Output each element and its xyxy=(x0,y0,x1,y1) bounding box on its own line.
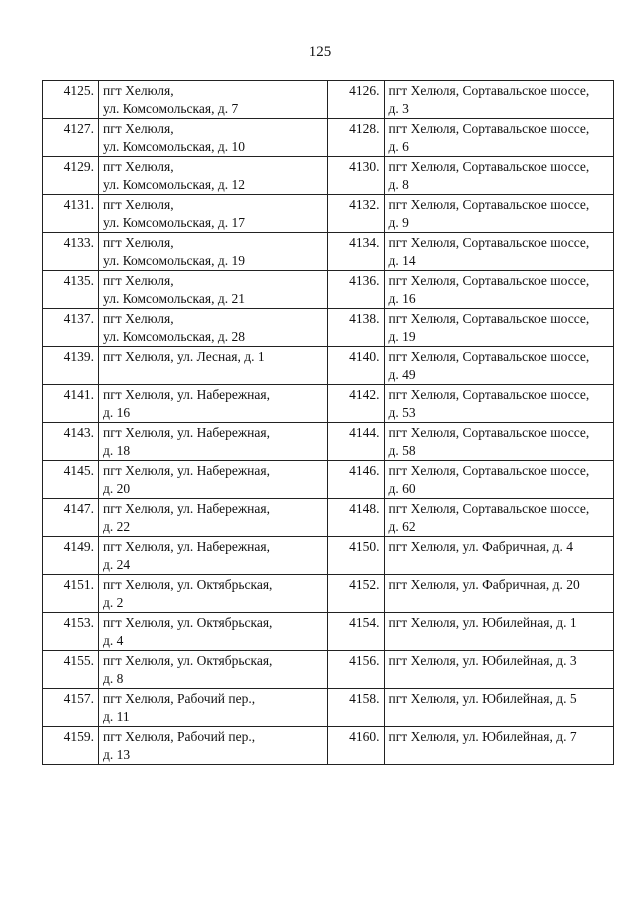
address-line-2: д. 49 xyxy=(388,367,416,382)
entry-number: 4136. xyxy=(328,271,384,309)
entry-number: 4157. xyxy=(43,689,99,727)
table-body xyxy=(43,81,614,765)
address-line-2: д. 20 xyxy=(103,481,131,496)
address-line-1: пгт Хелюля, ул. Лесная, д. 1 xyxy=(103,349,265,364)
entry-number: 4149. xyxy=(43,537,99,575)
address-line-1: пгт Хелюля, xyxy=(103,121,174,136)
entry-address xyxy=(384,537,613,575)
entry-address xyxy=(384,309,613,347)
address-line-2: д. 16 xyxy=(103,405,131,420)
address-registry-table xyxy=(42,80,614,765)
address-line-2: д. 8 xyxy=(103,671,124,686)
address-line-1: пгт Хелюля, ул. Набережная, xyxy=(103,425,270,440)
address-line-1: пгт Хелюля, Рабочий пер., xyxy=(103,729,256,744)
entry-number: 4126. xyxy=(328,81,384,119)
address-line-1: пгт Хелюля, Сортавальское шоссе, xyxy=(388,235,590,250)
table-row xyxy=(43,575,614,613)
table-row xyxy=(43,651,614,689)
table-row xyxy=(43,727,614,765)
entry-address xyxy=(384,613,613,651)
entry-number: 4131. xyxy=(43,195,99,233)
entry-address xyxy=(384,727,613,765)
table-row xyxy=(43,271,614,309)
address-line-1: пгт Хелюля, Сортавальское шоссе, xyxy=(388,159,590,174)
address-line-2: ул. Комсомольская, д. 12 xyxy=(103,177,245,192)
table-row xyxy=(43,461,614,499)
table-row xyxy=(43,195,614,233)
entry-number: 4140. xyxy=(328,347,384,385)
entry-address xyxy=(99,461,328,499)
address-line-2: д. 16 xyxy=(388,291,416,306)
address-line-1: пгт Хелюля, ул. Юбилейная, д. 1 xyxy=(388,615,577,630)
address-line-1: пгт Хелюля, xyxy=(103,159,174,174)
address-line-2: д. 58 xyxy=(388,443,416,458)
address-line-1: пгт Хелюля, xyxy=(103,235,174,250)
entry-number: 4146. xyxy=(328,461,384,499)
entry-number: 4153. xyxy=(43,613,99,651)
entry-number: 4152. xyxy=(328,575,384,613)
entry-address xyxy=(99,385,328,423)
address-line-1: пгт Хелюля, xyxy=(103,311,174,326)
address-line-2: ул. Комсомольская, д. 19 xyxy=(103,253,245,268)
address-line-2: ул. Комсомольская, д. 17 xyxy=(103,215,245,230)
entry-number: 4137. xyxy=(43,309,99,347)
address-line-2: д. 22 xyxy=(103,519,131,534)
entry-number: 4128. xyxy=(328,119,384,157)
address-line-1: пгт Хелюля, Сортавальское шоссе, xyxy=(388,197,590,212)
table-row xyxy=(43,689,614,727)
entry-address xyxy=(384,271,613,309)
entry-address xyxy=(99,309,328,347)
entry-address xyxy=(384,423,613,461)
entry-number: 4144. xyxy=(328,423,384,461)
address-line-1: пгт Хелюля, Сортавальское шоссе, xyxy=(388,349,590,364)
entry-address xyxy=(99,271,328,309)
table-row xyxy=(43,81,614,119)
entry-address xyxy=(99,157,328,195)
entry-number: 4132. xyxy=(328,195,384,233)
entry-address xyxy=(384,575,613,613)
address-line-2: д. 13 xyxy=(103,747,131,762)
entry-number: 4150. xyxy=(328,537,384,575)
address-line-2: д. 11 xyxy=(103,709,130,724)
address-line-2: д. 19 xyxy=(388,329,416,344)
entry-number: 4145. xyxy=(43,461,99,499)
table-row xyxy=(43,423,614,461)
address-line-2: д. 8 xyxy=(388,177,409,192)
entry-address xyxy=(99,613,328,651)
entry-number: 4134. xyxy=(328,233,384,271)
entry-address xyxy=(99,119,328,157)
address-line-2: д. 3 xyxy=(388,101,409,116)
entry-address xyxy=(99,651,328,689)
entry-number: 4158. xyxy=(328,689,384,727)
entry-address xyxy=(99,689,328,727)
address-line-1: пгт Хелюля, ул. Набережная, xyxy=(103,501,270,516)
address-line-2: д. 14 xyxy=(388,253,416,268)
entry-address xyxy=(384,347,613,385)
address-line-1: пгт Хелюля, ул. Набережная, xyxy=(103,387,270,402)
address-line-1: пгт Хелюля, ул. Набережная, xyxy=(103,463,270,478)
table-row xyxy=(43,309,614,347)
entry-number: 4141. xyxy=(43,385,99,423)
entry-address xyxy=(384,461,613,499)
entry-address xyxy=(99,195,328,233)
address-line-1: пгт Хелюля, Сортавальское шоссе, xyxy=(388,501,590,516)
entry-address xyxy=(384,195,613,233)
entry-number: 4142. xyxy=(328,385,384,423)
address-line-1: пгт Хелюля, Сортавальское шоссе, xyxy=(388,121,590,136)
address-line-2: ул. Комсомольская, д. 28 xyxy=(103,329,245,344)
address-line-2: д. 2 xyxy=(103,595,124,610)
address-line-1: пгт Хелюля, Сортавальское шоссе, xyxy=(388,311,590,326)
address-line-2: д. 18 xyxy=(103,443,131,458)
address-line-2: ул. Комсомольская, д. 7 xyxy=(103,101,239,116)
address-line-2: д. 9 xyxy=(388,215,409,230)
address-line-2: ул. Комсомольская, д. 21 xyxy=(103,291,245,306)
page-number: 125 xyxy=(308,44,332,60)
entry-number: 4151. xyxy=(43,575,99,613)
address-line-1: пгт Хелюля, Рабочий пер., xyxy=(103,691,256,706)
table-row xyxy=(43,537,614,575)
entry-number: 4135. xyxy=(43,271,99,309)
address-line-1: пгт Хелюля, Сортавальское шоссе, xyxy=(388,425,590,440)
table-row xyxy=(43,613,614,651)
table-row xyxy=(43,385,614,423)
entry-address xyxy=(99,233,328,271)
address-line-2: д. 62 xyxy=(388,519,416,534)
address-line-2: ул. Комсомольская, д. 10 xyxy=(103,139,245,154)
address-line-1: пгт Хелюля, ул. Юбилейная, д. 3 xyxy=(388,653,577,668)
entry-number: 4138. xyxy=(328,309,384,347)
entry-address xyxy=(99,499,328,537)
entry-number: 4156. xyxy=(328,651,384,689)
address-line-1: пгт Хелюля, ул. Набережная, xyxy=(103,539,270,554)
entry-address xyxy=(384,119,613,157)
address-line-1: пгт Хелюля, ул. Юбилейная, д. 5 xyxy=(388,691,577,706)
entry-address xyxy=(99,347,328,385)
address-line-2: д. 53 xyxy=(388,405,416,420)
entry-number: 4148. xyxy=(328,499,384,537)
address-line-1: пгт Хелюля, ул. Фабричная, д. 4 xyxy=(388,539,573,554)
address-line-2: д. 60 xyxy=(388,481,416,496)
entry-number: 4159. xyxy=(43,727,99,765)
address-line-1: пгт Хелюля, ул. Октябрьская, xyxy=(103,577,273,592)
entry-address xyxy=(384,233,613,271)
entry-address xyxy=(99,727,328,765)
table-row xyxy=(43,347,614,385)
entry-number: 4127. xyxy=(43,119,99,157)
entry-number: 4139. xyxy=(43,347,99,385)
address-line-1: пгт Хелюля, ул. Октябрьская, xyxy=(103,615,273,630)
entry-address xyxy=(384,385,613,423)
table-row xyxy=(43,499,614,537)
address-line-1: пгт Хелюля, Сортавальское шоссе, xyxy=(388,83,590,98)
entry-address xyxy=(99,537,328,575)
address-line-1: пгт Хелюля, ул. Фабричная, д. 20 xyxy=(388,577,580,592)
entry-address xyxy=(384,157,613,195)
entry-number: 4143. xyxy=(43,423,99,461)
address-line-1: пгт Хелюля, Сортавальское шоссе, xyxy=(388,463,590,478)
entry-number: 4129. xyxy=(43,157,99,195)
address-line-1: пгт Хелюля, xyxy=(103,197,174,212)
address-line-1: пгт Хелюля, xyxy=(103,83,174,98)
entry-address xyxy=(384,81,613,119)
entry-address xyxy=(99,81,328,119)
entry-number: 4133. xyxy=(43,233,99,271)
address-line-1: пгт Хелюля, Сортавальское шоссе, xyxy=(388,387,590,402)
table-row xyxy=(43,157,614,195)
entry-address xyxy=(384,499,613,537)
address-line-2: д. 4 xyxy=(103,633,124,648)
address-line-2: д. 24 xyxy=(103,557,131,572)
entry-number: 4125. xyxy=(43,81,99,119)
address-line-1: пгт Хелюля, ул. Октябрьская, xyxy=(103,653,273,668)
entry-address xyxy=(99,575,328,613)
address-line-1: пгт Хелюля, xyxy=(103,273,174,288)
entry-address xyxy=(99,423,328,461)
address-line-2: д. 6 xyxy=(388,139,409,154)
entry-number: 4155. xyxy=(43,651,99,689)
entry-number: 4160. xyxy=(328,727,384,765)
entry-number: 4154. xyxy=(328,613,384,651)
entry-number: 4130. xyxy=(328,157,384,195)
address-line-1: пгт Хелюля, Сортавальское шоссе, xyxy=(388,273,590,288)
address-line-1: пгт Хелюля, ул. Юбилейная, д. 7 xyxy=(388,729,577,744)
entry-number: 4147. xyxy=(43,499,99,537)
entry-address xyxy=(384,689,613,727)
entry-address xyxy=(384,651,613,689)
table-row xyxy=(43,233,614,271)
table-row xyxy=(43,119,614,157)
